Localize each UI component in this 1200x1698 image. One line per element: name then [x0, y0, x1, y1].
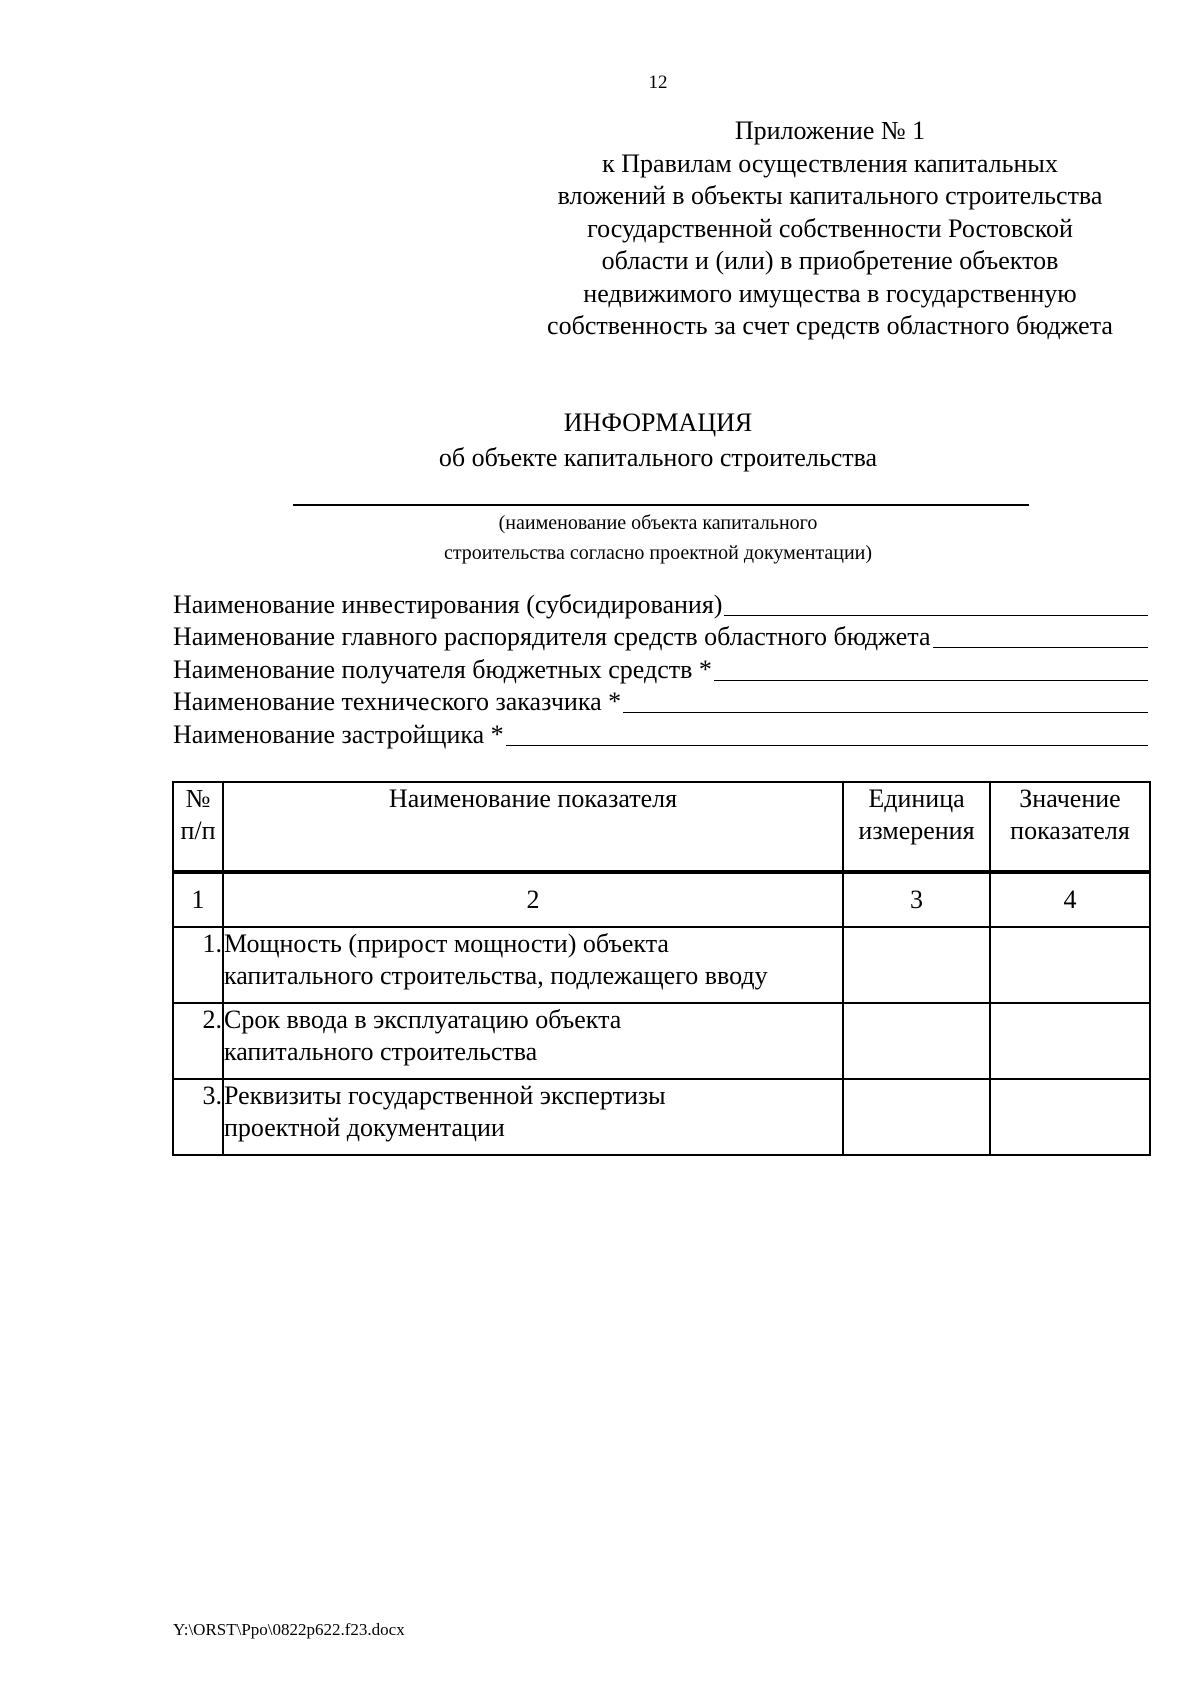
object-caption-line: строительства согласно проектной документации) — [443, 542, 873, 564]
row-indicator-name: Срок ввода в эксплуатацию объекта капитального строительства — [223, 1003, 843, 1079]
appendix-line: к Правилам осуществления капитальных — [602, 148, 1058, 178]
field-technical-customer — [173, 685, 1148, 718]
row-index: 3. — [173, 1079, 223, 1155]
object-name-caption — [0, 508, 1200, 568]
appendix-line: государственной собственности Ростовской — [587, 213, 1073, 243]
appendix-line: Приложение № 1 — [734, 116, 926, 145]
page-number: 12 — [648, 72, 668, 93]
row-value-cell — [990, 1079, 1150, 1155]
document-title: ИНФОРМАЦИЯ — [563, 408, 753, 437]
field-developer — [173, 717, 1148, 750]
row-indicator-name: Мощность (прирост мощности) объекта капитального строительства, подлежащего вводу — [223, 927, 843, 1003]
row-indicator-name: Реквизиты государственной экспертизы проектной документации — [223, 1079, 843, 1155]
field-investment — [173, 587, 1148, 620]
document-subtitle: об объекте капитального строительства — [438, 443, 878, 472]
row-unit-cell — [843, 927, 990, 1003]
appendix-line: вложений в объекты капитального строительства — [557, 181, 1103, 210]
field-blank-line — [933, 647, 1149, 648]
row-value-cell — [990, 1003, 1150, 1079]
column-number: 1 — [173, 872, 223, 927]
field-label: Наименование застройщика * — [173, 719, 504, 749]
row-value-cell — [990, 927, 1150, 1003]
object-caption-line: (наименование объекта капитального — [498, 512, 818, 534]
appendix-line: области и (или) в приобретение объектов — [601, 246, 1059, 275]
row-index: 1. — [173, 927, 223, 1003]
header-value: Значение показателя — [990, 782, 1150, 872]
field-label: Наименование получателя бюджетных средств * — [173, 654, 712, 684]
field-blank-line — [724, 615, 1148, 616]
column-number-row — [173, 872, 1150, 927]
field-label: Наименование инвестирования (субсидирования) — [173, 589, 723, 619]
header-number: № п/п — [173, 782, 223, 872]
row-index: 2. — [173, 1003, 223, 1079]
column-number: 2 — [223, 872, 843, 927]
appendix-line: недвижимого имущества в государственную — [583, 278, 1077, 308]
object-name-line — [293, 504, 1029, 506]
header-indicator-name: Наименование показателя — [223, 782, 843, 872]
indicators-table — [172, 781, 1151, 1156]
form-fields — [173, 587, 1148, 750]
table-header-row — [173, 782, 1150, 872]
column-number: 3 — [843, 872, 990, 927]
field-label: Наименование технического заказчика * — [173, 687, 622, 716]
table-row — [173, 1003, 1150, 1079]
field-blank-line — [623, 712, 1148, 713]
header-unit: Единица измерения — [843, 782, 990, 872]
appendix-heading — [500, 115, 1160, 343]
field-main-manager — [173, 620, 1148, 653]
field-blank-line — [714, 680, 1148, 681]
column-number: 4 — [990, 872, 1150, 927]
table-row — [173, 927, 1150, 1003]
table-row — [173, 1079, 1150, 1155]
row-unit-cell — [843, 1079, 990, 1155]
file-path-footer: Y:\ORST\Ppo\0822p622.f23.docx — [173, 1620, 405, 1639]
field-blank-line — [506, 745, 1148, 746]
field-label: Наименование главного распорядителя средств областного бюджета — [173, 622, 931, 651]
row-unit-cell — [843, 1003, 990, 1079]
field-budget-recipient — [173, 652, 1148, 685]
appendix-line: собственность за счет средств областного бюджета — [547, 311, 1113, 340]
